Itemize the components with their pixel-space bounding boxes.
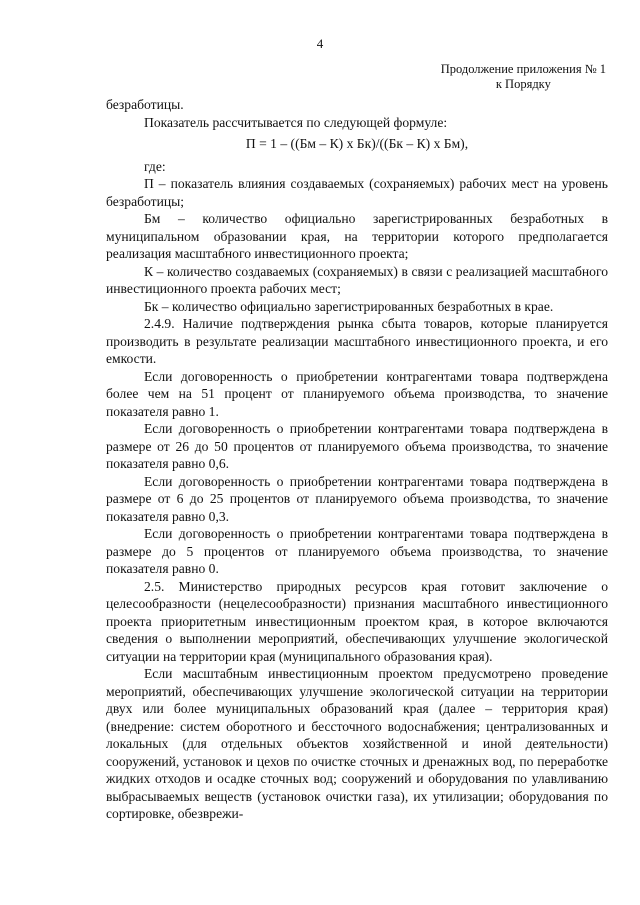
paragraph-formula-intro: Показатель рассчитывается по следующей формуле: xyxy=(144,114,448,130)
paragraph-condition-26-50: Если договоренность о приобретении контрагентами товара подтверждена в размере от 26 до 50 процентов от планируемого объема производства, то значение показателя равно 0,6. xyxy=(106,421,608,471)
paragraph-def-bm: Бм – количество официально зарегистрированных безработных в муниципальном образовании края, на территории которого предполагается реализация масштабного инвестиционного проекта; xyxy=(106,211,608,261)
page-number: 4 xyxy=(316,36,324,51)
document-body xyxy=(106,96,608,823)
paragraph-condition-6-25: Если договоренность о приобретении контрагентами товара подтверждена в размере от 6 до 25 процентов от планируемого объема производства, то значение показателя равно 0,3. xyxy=(106,473,608,524)
paragraph-def-p: П – показатель влияния создаваемых (сохраняемых) рабочих мест на уровень безработицы; xyxy=(106,176,608,209)
paragraph-def-bk: Бк – количество официально зарегистрированных безработных в крае. xyxy=(144,298,554,314)
paragraph-condition-5: Если договоренность о приобретении контрагентами товара подтверждена в размере до 5 процентов от планируемого объема производства, то значение показателя равно 0. xyxy=(106,526,608,576)
paragraph-def-k: К – количество создаваемых (сохраняемых) в связи с реализацией масштабного инвестиционного проекта рабочих мест; xyxy=(106,263,608,296)
paragraph-where: где: xyxy=(144,158,166,174)
paragraph-ecology-measures: Если масштабным инвестиционным проектом предусмотрено проведение мероприятий, обеспечивающих улучшение экологической ситуации на территории двух или более муниципальных образований края (далее – территория края) (внедрение: систем оборотного и бессточного водоснабжения; централизованных и локальных (для отдельных объектов хозяйственной и иной деятельности) сооружений, установок и цехов по очистке сточных и дренажных вод, по переработке жидких отходов и осадке сточных вод; сооружений и оборудования по улавливанию выбрасываемых веществ (установок очистки газа), их утилизации; оборудования по сортировке, обезврежи- xyxy=(106,666,608,821)
appendix-header-line1: Продолжение приложения № 1 xyxy=(440,62,606,76)
appendix-header xyxy=(441,62,606,92)
appendix-header-line2: к Порядку xyxy=(495,77,551,91)
formula: П = 1 – ((Бм – К) х Бк)/((Бк – К) х Бм), xyxy=(245,136,469,151)
paragraph-continuation: безработицы. xyxy=(106,97,184,112)
paragraph-2-5: 2.5. Министерство природных ресурсов края готовит заключение о целесообразности (нецелесообразности) признания масштабного инвестиционного проекта приоритетным инвестиционным проектом края, в которое включаются сведения о выполнении мероприятий, обеспечивающих улучшение экологической ситуации на территории края (муниципального образования края). xyxy=(106,578,608,664)
paragraph-condition-51: Если договоренность о приобретении контрагентами товара подтверждена более чем на 51 процент от планируемого объема производства, то значение показателя равно 1. xyxy=(106,368,608,419)
paragraph-2-4-9: 2.4.9. Наличие подтверждения рынка сбыта товаров, которые планируется производить в результате реализации масштабного инвестиционного проекта, и его емкости. xyxy=(106,316,608,366)
